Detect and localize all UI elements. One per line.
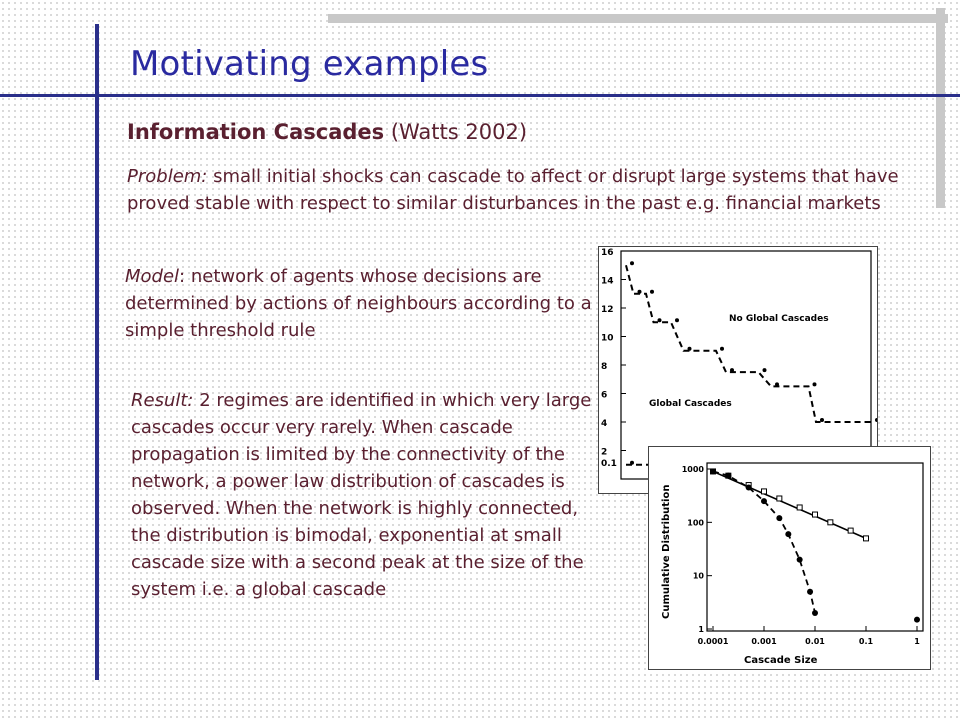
y-tick-label: 1000 (681, 465, 704, 474)
data-point (638, 290, 642, 294)
y-tick-label: 1 (698, 625, 704, 634)
data-point (630, 261, 634, 265)
cumulative-distribution-chart (649, 447, 930, 669)
data-point (688, 347, 692, 351)
y-tick-label: 16 (601, 248, 614, 258)
exponential-point (746, 484, 752, 490)
y-tick-label: 10 (692, 571, 704, 581)
plot-frame (621, 251, 871, 479)
power-law-point (813, 512, 818, 517)
power-law-point (848, 528, 853, 533)
slide-title: Motivating examples (130, 44, 489, 84)
problem-label: Problem: (127, 166, 208, 187)
data-point (775, 382, 779, 386)
y-tick-label: 2 (601, 447, 608, 458)
exponential-point (710, 468, 716, 474)
result-text: 2 regimes are identified in which very large cascades occur very rarely. When cascade propagation is limited by the connectivity of the network, a power law distribution of cascades is observed. When the network is highly connected, the distribution is bimodal, exponential at small cascade size with a second peak at the size of the system i.e. a global cascade (131, 390, 592, 600)
result-paragraph (131, 387, 601, 603)
data-point (658, 318, 662, 322)
data-point (875, 418, 877, 422)
y-tick-label: 14 (601, 276, 614, 287)
y-tick-label: 8 (601, 362, 608, 372)
vertical-rule (95, 24, 99, 680)
exponential-point (807, 589, 813, 595)
exponential-point (761, 498, 767, 504)
x-tick-label: 0.0001 (697, 637, 729, 646)
x-axis-label: Cascade Size (744, 655, 818, 666)
power-law-point (828, 520, 833, 525)
power-law-point (762, 489, 767, 494)
exponential-point (797, 557, 803, 563)
cumulative-distribution-figure (648, 446, 931, 670)
data-point (630, 461, 634, 465)
problem-text: small initial shocks can cascade to affect or disrupt large systems that have proved stable with respect to similar disturbances in the past e.g. financial markets (127, 166, 899, 214)
exponential-point (812, 610, 818, 616)
decorative-top-bar (328, 14, 948, 23)
power-law-point (797, 505, 802, 510)
annotation-global: Global Cascades (649, 399, 732, 409)
data-point (763, 368, 767, 372)
subtitle-citation: (Watts 2002) (384, 120, 528, 144)
model-label: Model (125, 266, 180, 287)
y-tick-label: 10 (601, 333, 614, 344)
slide-subtitle (127, 120, 527, 144)
exponential-point (776, 515, 782, 521)
y-tick-label: 6 (601, 390, 608, 401)
y-tick-label: 12 (601, 305, 614, 315)
y-axis-label: Cumulative Distribution (661, 484, 672, 619)
data-point (820, 418, 824, 422)
x-tick-label: 0.001 (751, 637, 777, 646)
exponential-point (785, 531, 791, 537)
subtitle-topic: Information Cascades (127, 120, 385, 144)
power-law-point (864, 536, 869, 541)
decorative-right-bar (936, 8, 945, 208)
y-tick-label: 4 (601, 419, 608, 429)
data-point (813, 382, 817, 386)
data-point (720, 347, 724, 351)
model-text: : network of agents whose decisions are determined by actions of neighbours according to a simple threshold rule (125, 266, 592, 341)
x-tick-label: 1 (914, 637, 920, 646)
exponential-point (914, 617, 920, 623)
data-point (730, 368, 734, 372)
plot-frame-2 (707, 463, 923, 631)
data-point (675, 318, 679, 322)
power-law-point (777, 496, 782, 501)
x-tick-label: 0.1 (858, 637, 874, 646)
horizontal-rule (0, 94, 960, 97)
power-law-line (713, 471, 866, 538)
y-tick-label: 100 (687, 518, 704, 528)
x-tick-label: 0.1 (601, 459, 617, 469)
problem-paragraph (127, 163, 907, 217)
data-point (650, 290, 654, 294)
result-label: Result: (131, 390, 194, 411)
annotation-no-global: No Global Cascades (729, 314, 829, 324)
model-paragraph (125, 263, 595, 344)
exponential-point (725, 473, 731, 479)
x-tick-label: 0.01 (805, 637, 825, 646)
